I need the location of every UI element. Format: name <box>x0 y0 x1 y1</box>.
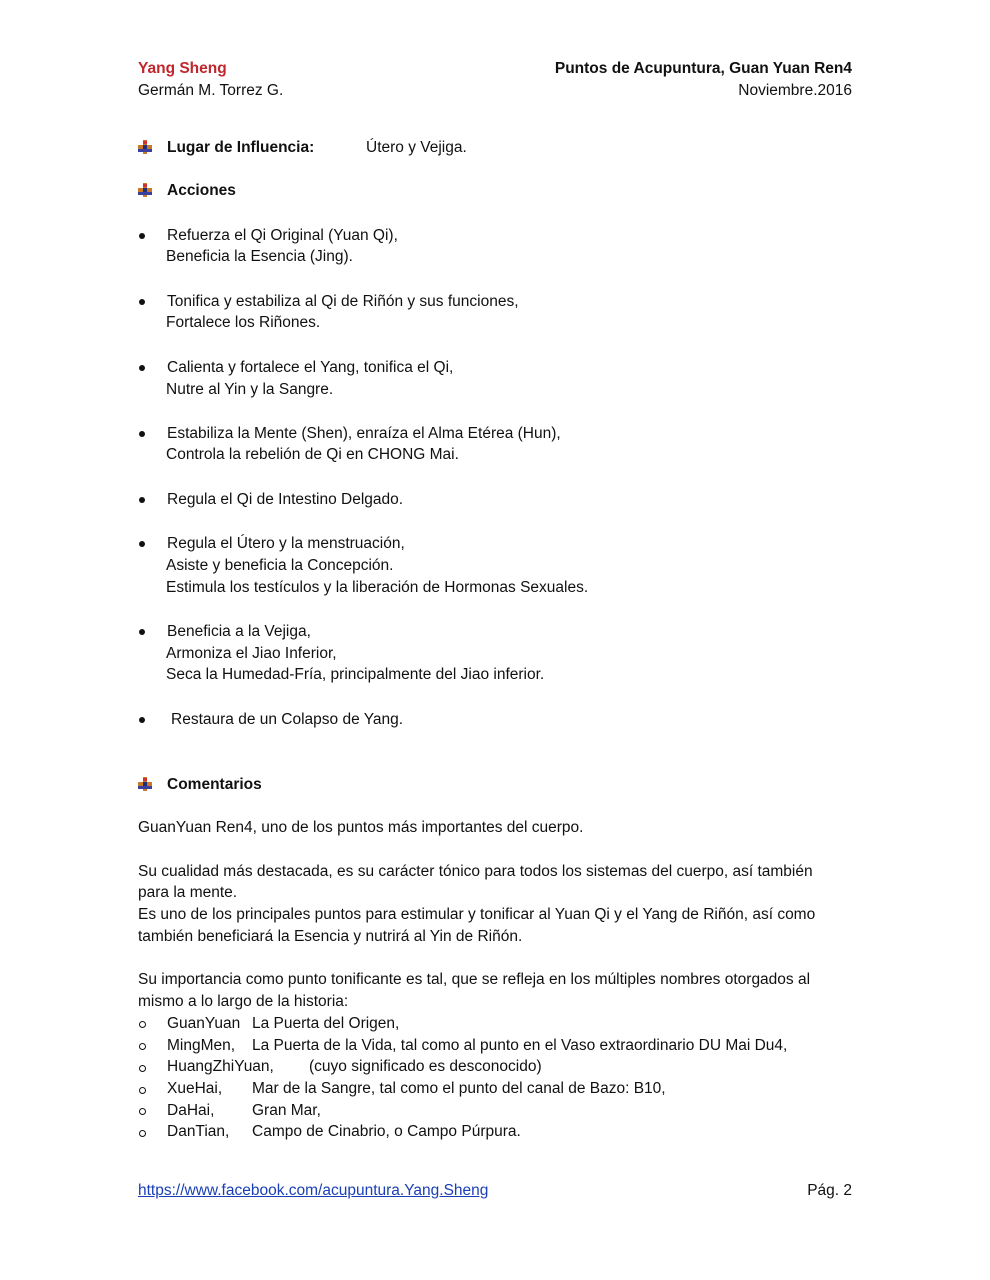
list-item: Fortalece los Riñones. <box>166 314 321 331</box>
list-item: Armoniza el Jiao Inferior, <box>166 645 337 662</box>
comments-paragraph: Es uno de los principales puntos para estimular y tonificar al Yuan Qi y el Yang de Riñón, así como <box>138 906 816 923</box>
circle-bullet-icon <box>139 1130 146 1137</box>
bullet-icon <box>139 299 145 305</box>
circle-bullet-icon <box>139 1087 146 1094</box>
comments-paragraph: Su cualidad más destacada, es su carácter tónico para todos los sistemas del cuerpo, así también <box>138 863 813 880</box>
comments-paragraph: GuanYuan Ren4, uno de los puntos más importantes del cuerpo. <box>138 819 584 836</box>
name-term: DanTian, <box>167 1123 230 1140</box>
list-item: Regula el Qi de Intestino Delgado. <box>167 491 404 508</box>
list-item: Asiste y beneficia la Concepción. <box>166 557 394 574</box>
comments-paragraph: Su importancia como punto tonificante es tal, que se refleja en los múltiples nombres otorgados al <box>138 971 811 988</box>
list-item: Restaura de un Colapso de Yang. <box>171 711 404 728</box>
list-item: Refuerza el Qi Original (Yuan Qi), <box>167 227 398 244</box>
name-term: DaHai, <box>167 1102 215 1119</box>
section-marker-icon <box>138 140 152 154</box>
bullet-icon <box>139 365 145 371</box>
circle-bullet-icon <box>139 1043 146 1050</box>
circle-bullet-icon <box>139 1065 146 1072</box>
header-author: Germán M. Torrez G. <box>138 82 284 99</box>
influence-label: Lugar de Influencia: <box>167 139 315 156</box>
header-title: Yang Sheng <box>138 60 227 77</box>
list-item: Controla la rebelión de Qi en CHONG Mai. <box>166 446 459 463</box>
comments-paragraph: para la mente. <box>138 884 238 901</box>
name-meaning: Gran Mar, <box>252 1102 321 1119</box>
footer-facebook-link[interactable]: https://www.facebook.com/acupuntura.Yang.Sheng <box>138 1182 489 1199</box>
influence-value: Útero y Vejiga. <box>366 139 467 156</box>
name-term: GuanYuan <box>167 1015 241 1032</box>
list-item: Calienta y fortalece el Yang, tonifica el Qi, <box>167 359 454 376</box>
name-meaning: Campo de Cinabrio, o Campo Púrpura. <box>252 1123 521 1140</box>
bullet-icon <box>139 629 145 635</box>
name-meaning: (cuyo significado es desconocido) <box>309 1058 542 1075</box>
list-item: Tonifica y estabiliza al Qi de Riñón y sus funciones, <box>167 293 519 310</box>
list-item: Beneficia a la Vejiga, <box>167 623 311 640</box>
list-item: Nutre al Yin y la Sangre. <box>166 381 334 398</box>
section-marker-icon <box>138 183 152 197</box>
comments-heading: Comentarios <box>167 776 262 793</box>
bullet-icon <box>139 717 145 723</box>
comments-paragraph: mismo a lo largo de la historia: <box>138 993 349 1010</box>
section-marker-icon <box>138 777 152 791</box>
bullet-icon <box>139 497 145 503</box>
name-meaning: Mar de la Sangre, tal como el punto del canal de Bazo: B10, <box>252 1080 666 1097</box>
name-term: HuangZhiYuan, <box>167 1058 274 1075</box>
list-item: Regula el Útero y la menstruación, <box>167 535 405 552</box>
name-term: MingMen, <box>167 1037 236 1054</box>
page-number: Pág. 2 <box>807 1182 852 1199</box>
header-date: Noviembre.2016 <box>738 82 852 99</box>
header-document-title: Puntos de Acupuntura, Guan Yuan Ren4 <box>554 60 852 77</box>
circle-bullet-icon <box>139 1108 146 1115</box>
circle-bullet-icon <box>139 1021 146 1028</box>
bullet-icon <box>139 541 145 547</box>
name-meaning: La Puerta del Origen, <box>252 1015 400 1032</box>
bullet-icon <box>139 431 145 437</box>
list-item: Seca la Humedad-Fría, principalmente del Jiao inferior. <box>166 666 545 683</box>
name-meaning: La Puerta de la Vida, tal como al punto en el Vaso extraordinario DU Mai Du4, <box>252 1037 788 1054</box>
list-item: Beneficia la Esencia (Jing). <box>166 248 353 265</box>
bullet-icon <box>139 233 145 239</box>
list-item: Estabiliza la Mente (Shen), enraíza el Alma Etérea (Hun), <box>167 425 561 442</box>
name-term: XueHai, <box>167 1080 223 1097</box>
list-item: Estimula los testículos y la liberación de Hormonas Sexuales. <box>166 579 589 596</box>
actions-heading: Acciones <box>167 182 236 199</box>
comments-paragraph: también beneficiará la Esencia y nutrirá al Yin de Riñón. <box>138 928 523 945</box>
